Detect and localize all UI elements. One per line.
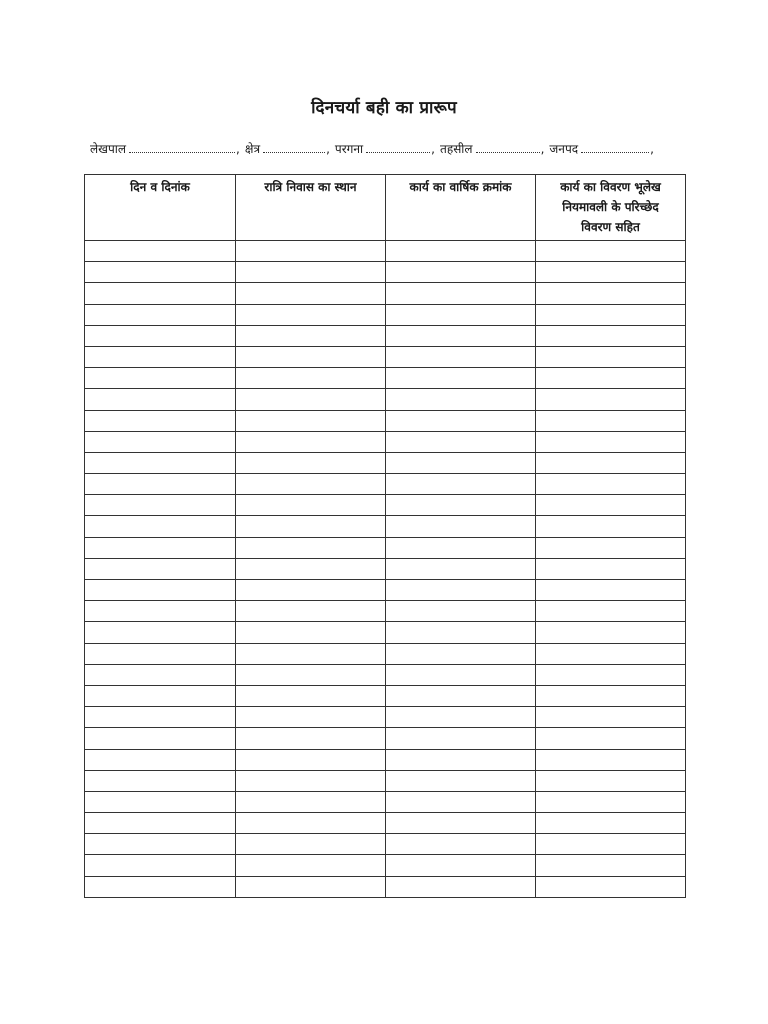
table-cell xyxy=(536,813,686,834)
table-cell xyxy=(386,304,536,325)
table-cell xyxy=(236,855,386,876)
table-cell xyxy=(536,580,686,601)
table-cell xyxy=(236,664,386,685)
table-cell xyxy=(386,749,536,770)
document-title: दिनचर्या बही का प्रारूप xyxy=(311,98,457,118)
table-cell xyxy=(536,431,686,452)
field-label: तहसील xyxy=(439,142,473,156)
table-cell xyxy=(236,304,386,325)
table-row xyxy=(85,410,686,431)
table-row xyxy=(85,368,686,389)
table-cell xyxy=(85,580,236,601)
table-cell xyxy=(85,855,236,876)
table-cell xyxy=(236,813,386,834)
table-row xyxy=(85,558,686,579)
blank-line xyxy=(476,143,540,153)
table-row xyxy=(85,791,686,812)
table-cell xyxy=(536,304,686,325)
table-body xyxy=(85,241,686,898)
table-cell xyxy=(386,813,536,834)
table-cell xyxy=(85,241,236,262)
table-cell xyxy=(236,834,386,855)
table-cell xyxy=(386,474,536,495)
table-cell xyxy=(85,558,236,579)
table-row xyxy=(85,749,686,770)
table-cell xyxy=(236,516,386,537)
table-cell xyxy=(536,495,686,516)
table-row xyxy=(85,855,686,876)
table-cell xyxy=(236,643,386,664)
table-cell xyxy=(536,368,686,389)
blank-line xyxy=(366,143,430,153)
table-cell xyxy=(236,791,386,812)
table-cell xyxy=(236,262,386,283)
table-cell xyxy=(536,643,686,664)
table-cell xyxy=(386,495,536,516)
table-cell xyxy=(536,410,686,431)
table-cell xyxy=(536,664,686,685)
table-cell xyxy=(386,241,536,262)
table-cell xyxy=(236,622,386,643)
table-cell xyxy=(536,791,686,812)
table-cell xyxy=(236,389,386,410)
table-cell xyxy=(386,643,536,664)
table-cell xyxy=(85,537,236,558)
table-cell xyxy=(85,495,236,516)
table-cell xyxy=(85,685,236,706)
table-cell xyxy=(386,431,536,452)
column-header-date: दिन व दिनांक xyxy=(85,175,236,241)
table-cell xyxy=(85,770,236,791)
table-row xyxy=(85,283,686,304)
table-cell xyxy=(236,537,386,558)
table-row xyxy=(85,241,686,262)
field-lekhpal: लेखपाल , xyxy=(90,142,240,156)
table-row xyxy=(85,262,686,283)
table-cell xyxy=(536,685,686,706)
table-cell xyxy=(85,749,236,770)
table-cell xyxy=(85,643,236,664)
table-cell xyxy=(386,876,536,897)
table-cell xyxy=(236,770,386,791)
field-label: परगना xyxy=(334,142,364,156)
table-row xyxy=(85,495,686,516)
field-tehsil: तहसील , xyxy=(439,142,545,156)
table-cell xyxy=(386,368,536,389)
table-row xyxy=(85,580,686,601)
table-cell xyxy=(85,389,236,410)
table-cell xyxy=(386,707,536,728)
table-row xyxy=(85,622,686,643)
table-cell xyxy=(386,580,536,601)
table-cell xyxy=(386,834,536,855)
table-cell xyxy=(386,558,536,579)
field-label: क्षेत्र xyxy=(244,142,261,156)
table-cell xyxy=(386,791,536,812)
table-cell xyxy=(236,495,386,516)
table-row xyxy=(85,537,686,558)
table-cell xyxy=(85,346,236,367)
table-cell xyxy=(85,728,236,749)
table-cell xyxy=(85,834,236,855)
table-cell xyxy=(85,601,236,622)
diary-table xyxy=(84,174,686,898)
table-cell xyxy=(536,262,686,283)
table-cell xyxy=(386,728,536,749)
field-kshetra: क्षेत्र , xyxy=(244,142,330,156)
table-cell xyxy=(386,389,536,410)
diary-table-container xyxy=(84,174,685,898)
table-cell xyxy=(386,537,536,558)
table-cell xyxy=(536,474,686,495)
table-cell xyxy=(386,516,536,537)
table-cell xyxy=(236,707,386,728)
table-cell xyxy=(236,368,386,389)
table-cell xyxy=(536,325,686,346)
table-row xyxy=(85,452,686,473)
table-cell xyxy=(536,749,686,770)
table-cell xyxy=(536,855,686,876)
field-janpad: जनपद , xyxy=(549,142,654,156)
table-cell xyxy=(236,558,386,579)
table-row xyxy=(85,601,686,622)
table-row xyxy=(85,431,686,452)
table-row xyxy=(85,325,686,346)
table-row xyxy=(85,474,686,495)
table-cell xyxy=(85,622,236,643)
table-cell xyxy=(536,346,686,367)
table-cell xyxy=(236,474,386,495)
table-cell xyxy=(386,685,536,706)
table-cell xyxy=(386,346,536,367)
table-cell xyxy=(85,813,236,834)
table-cell xyxy=(85,410,236,431)
table-cell xyxy=(536,389,686,410)
table-row xyxy=(85,707,686,728)
table-row xyxy=(85,770,686,791)
table-cell xyxy=(236,580,386,601)
table-row xyxy=(85,876,686,897)
table-cell xyxy=(536,707,686,728)
table-row xyxy=(85,643,686,664)
table-cell xyxy=(85,283,236,304)
table-cell xyxy=(386,325,536,346)
table-cell xyxy=(236,431,386,452)
table-cell xyxy=(536,283,686,304)
table-cell xyxy=(536,452,686,473)
table-cell xyxy=(386,664,536,685)
column-header-work-details: कार्य का विवरण भूलेख नियमावली के परिच्छेद विवरण सहित xyxy=(536,175,686,241)
table-cell xyxy=(85,664,236,685)
blank-line xyxy=(581,143,649,153)
table-cell xyxy=(236,685,386,706)
table-cell xyxy=(85,262,236,283)
table-cell xyxy=(386,770,536,791)
table-cell xyxy=(85,876,236,897)
table-row xyxy=(85,664,686,685)
table-cell xyxy=(536,622,686,643)
table-cell xyxy=(236,876,386,897)
blank-line xyxy=(129,143,235,153)
table-cell xyxy=(536,241,686,262)
table-row xyxy=(85,346,686,367)
table-cell xyxy=(236,283,386,304)
column-header-night-stay: रात्रि निवास का स्थान xyxy=(236,175,386,241)
table-cell xyxy=(386,283,536,304)
table-cell xyxy=(386,855,536,876)
table-cell xyxy=(386,622,536,643)
table-cell xyxy=(536,876,686,897)
table-cell xyxy=(236,749,386,770)
table-cell xyxy=(236,325,386,346)
table-cell xyxy=(386,601,536,622)
table-row xyxy=(85,304,686,325)
table-cell xyxy=(236,410,386,431)
table-cell xyxy=(536,601,686,622)
table-cell xyxy=(85,304,236,325)
table-cell xyxy=(85,431,236,452)
table-cell xyxy=(536,770,686,791)
table-row xyxy=(85,813,686,834)
table-cell xyxy=(236,728,386,749)
table-cell xyxy=(85,452,236,473)
table-cell xyxy=(85,474,236,495)
table-header-row xyxy=(85,175,686,241)
table-cell xyxy=(536,558,686,579)
table-row xyxy=(85,516,686,537)
table-cell xyxy=(386,262,536,283)
blank-line xyxy=(263,143,325,153)
table-cell xyxy=(386,452,536,473)
table-cell xyxy=(85,516,236,537)
column-header-work-serial: कार्य का वार्षिक क्रमांक xyxy=(386,175,536,241)
table-cell xyxy=(236,241,386,262)
field-pargana: परगना , xyxy=(334,142,435,156)
table-cell xyxy=(536,728,686,749)
table-row xyxy=(85,728,686,749)
table-cell xyxy=(386,410,536,431)
table-cell xyxy=(236,601,386,622)
field-label: जनपद xyxy=(549,142,579,156)
table-cell xyxy=(236,452,386,473)
table-cell xyxy=(236,346,386,367)
header-fields xyxy=(90,140,690,157)
table-cell xyxy=(85,707,236,728)
table-cell xyxy=(85,791,236,812)
table-row xyxy=(85,685,686,706)
table-cell xyxy=(85,325,236,346)
table-cell xyxy=(536,516,686,537)
table-cell xyxy=(85,368,236,389)
field-label: लेखपाल xyxy=(90,142,127,156)
table-row xyxy=(85,834,686,855)
table-row xyxy=(85,389,686,410)
table-cell xyxy=(536,537,686,558)
table-cell xyxy=(536,834,686,855)
